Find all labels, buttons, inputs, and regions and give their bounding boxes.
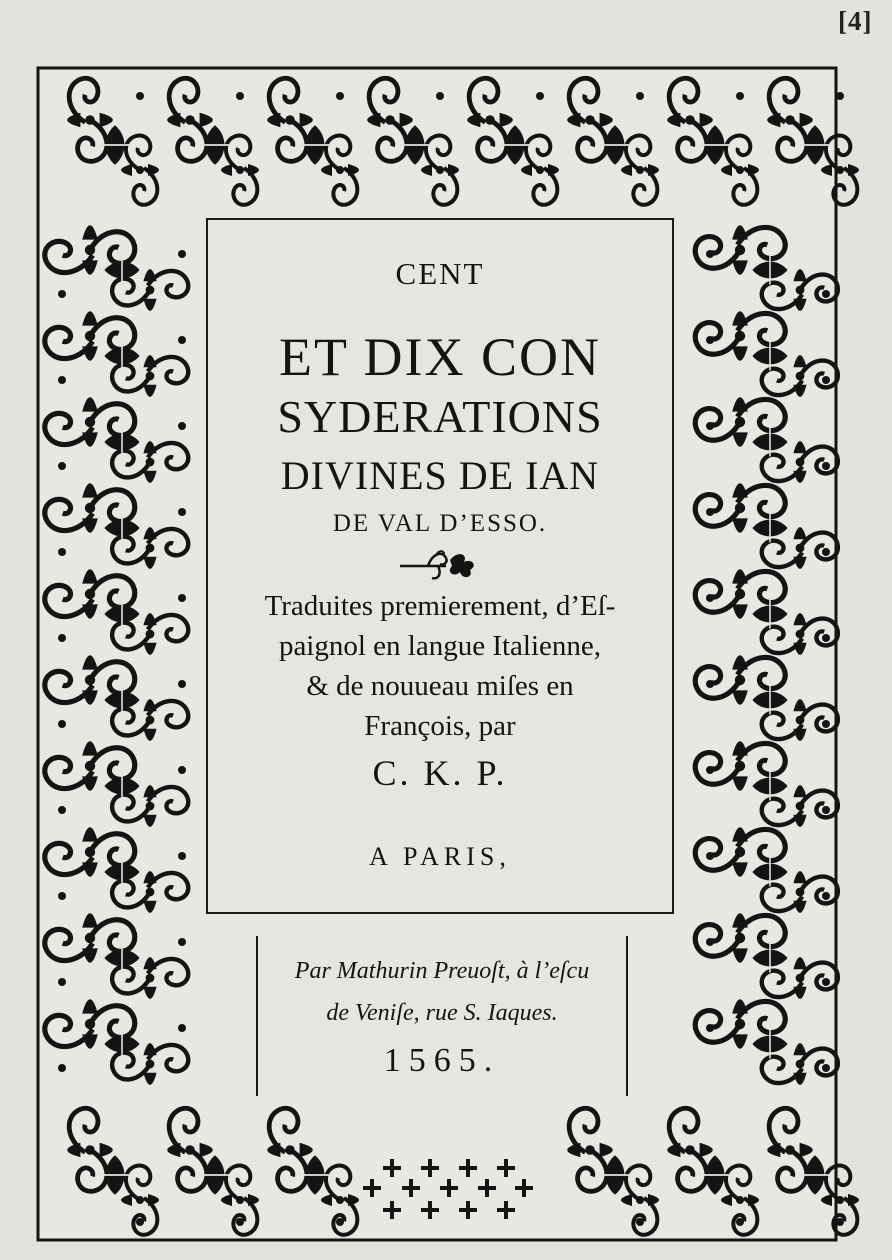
dot-ornament bbox=[822, 462, 830, 470]
title-line-2: SYDERATIONS bbox=[277, 391, 603, 442]
dot-ornament bbox=[178, 766, 186, 774]
dot-ornament bbox=[822, 892, 830, 900]
dot-ornament bbox=[58, 376, 66, 384]
subtitle-line-3: & de nouueau miſes en bbox=[306, 670, 574, 702]
dot-ornament bbox=[178, 680, 186, 688]
page-number: [4] bbox=[838, 6, 873, 36]
dot-ornament bbox=[236, 1218, 244, 1226]
dot-ornament bbox=[706, 766, 714, 774]
imprint-line-1: Par Mathurin Preuoſt, à l’eſcu bbox=[294, 958, 590, 984]
dot-ornament bbox=[822, 720, 830, 728]
dot-ornament bbox=[436, 92, 444, 100]
fleuron-icon bbox=[398, 548, 484, 582]
dot-ornament bbox=[706, 336, 714, 344]
dot-ornament bbox=[58, 720, 66, 728]
dot-ornament bbox=[736, 92, 744, 100]
subtitle-line-1: Traduites premierement, d’Eſ- bbox=[264, 590, 616, 622]
dot-ornament bbox=[536, 92, 544, 100]
dot-ornament bbox=[178, 852, 186, 860]
dot-ornament bbox=[836, 1218, 844, 1226]
dot-ornament bbox=[58, 978, 66, 986]
dot-ornament bbox=[706, 508, 714, 516]
dot-ornament bbox=[178, 508, 186, 516]
dot-ornament bbox=[58, 1064, 66, 1072]
title-line-1: ET DIX CON bbox=[279, 327, 601, 387]
title-line-cent: CENT bbox=[395, 256, 485, 291]
dot-ornament bbox=[136, 92, 144, 100]
dot-ornament bbox=[706, 852, 714, 860]
dot-ornament bbox=[736, 1218, 744, 1226]
dot-ornament bbox=[336, 92, 344, 100]
dot-ornament bbox=[178, 1024, 186, 1032]
dot-ornament bbox=[636, 1218, 644, 1226]
dot-ornament bbox=[178, 422, 186, 430]
subtitle-line-4: François, par bbox=[364, 710, 516, 742]
dot-ornament bbox=[822, 978, 830, 986]
dot-ornament bbox=[706, 1024, 714, 1032]
dot-ornament bbox=[706, 250, 714, 258]
publication-year: 1565. bbox=[383, 1042, 501, 1079]
dot-ornament bbox=[822, 1064, 830, 1072]
dot-ornament bbox=[636, 92, 644, 100]
dot-ornament bbox=[822, 806, 830, 814]
dot-ornament bbox=[836, 92, 844, 100]
dot-ornament bbox=[58, 548, 66, 556]
place-of-publication: A PARIS, bbox=[369, 842, 511, 871]
imprint-panel bbox=[256, 936, 628, 1096]
dot-ornament bbox=[706, 422, 714, 430]
author-initials: C. K. P. bbox=[372, 753, 508, 793]
dot-ornament bbox=[336, 1218, 344, 1226]
dot-ornament bbox=[58, 892, 66, 900]
dot-ornament bbox=[822, 376, 830, 384]
dot-ornament bbox=[58, 462, 66, 470]
dot-ornament bbox=[236, 92, 244, 100]
dot-ornament bbox=[58, 290, 66, 298]
dot-ornament bbox=[58, 634, 66, 642]
dot-ornament bbox=[178, 336, 186, 344]
title-line-3: DIVINES DE IAN bbox=[280, 453, 600, 498]
dot-ornament bbox=[136, 1218, 144, 1226]
dot-ornament bbox=[706, 680, 714, 688]
title-line-4: DE VAL D’ESSO. bbox=[332, 510, 548, 537]
dot-ornament bbox=[178, 938, 186, 946]
dot-ornament bbox=[822, 634, 830, 642]
dot-ornament bbox=[178, 594, 186, 602]
dot-ornament bbox=[822, 548, 830, 556]
dot-ornament bbox=[706, 594, 714, 602]
title-panel bbox=[206, 218, 674, 914]
imprint-line-2: de Veniſe, rue S. Iaques. bbox=[326, 1000, 558, 1026]
dot-ornament bbox=[822, 290, 830, 298]
dot-ornament bbox=[58, 806, 66, 814]
dot-ornament bbox=[178, 250, 186, 258]
subtitle-line-2: paignol en langue Italienne, bbox=[278, 630, 602, 662]
dot-ornament bbox=[706, 938, 714, 946]
